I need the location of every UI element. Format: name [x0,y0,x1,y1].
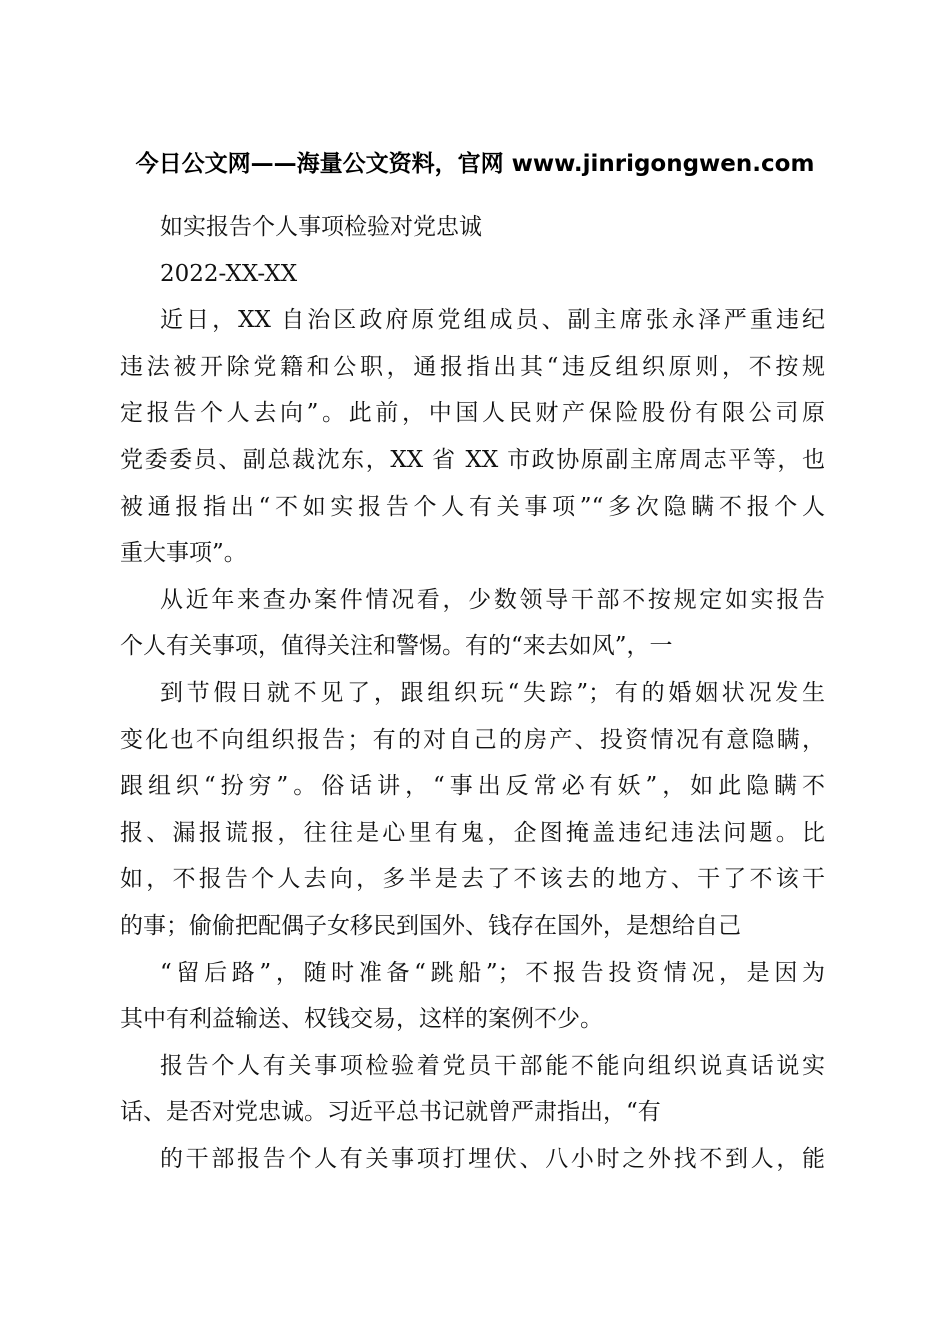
article-date: 2022-XX-XX [160,260,298,287]
paragraph-line: 话、是否对党忠诚。习近平总书记就曾严肃指出，“有 [120,1099,661,1126]
paragraph-line: 的干部报告个人有关事项打埋伏、八小时之外找不到人，能 [160,1145,825,1172]
paragraph-line: 从近年来查办案件情况看，少数领导干部不按规定如实报告 [160,586,825,613]
paragraph-line: 近日，XX 自治区政府原党组成员、副主席张永泽严重违纪 [160,307,825,334]
paragraph-line: 重大事项”。 [120,540,247,567]
paragraph-line: 变化也不向组织报告；有的对自己的房产、投资情况有意隐瞒， [120,726,825,753]
paragraph-line: 被通报指出“不如实报告个人有关事项”“多次隐瞒不报个人 [120,493,825,520]
paragraph-line: 跟组织“扮穷”。俗话讲，“事出反常必有妖”，如此隐瞒不 [120,773,825,800]
paragraph-line: 个人有关事项，值得关注和警惕。有的“来去如风”，一 [120,633,673,660]
article-body [120,204,825,1182]
paragraph-line: 报、漏报谎报，往往是心里有鬼，企图掩盖违纪违法问题。比 [120,819,825,846]
paragraph-line: 到节假日就不见了，跟组织玩“失踪”；有的婚姻状况发生 [160,679,825,706]
paragraph-line: 如，不报告个人去向，多半是去了不该去的地方、干了不该干 [120,866,825,893]
paragraph-line: 党委委员、副总裁沈东，XX 省 XX 市政协原副主席周志平等，也 [120,446,825,473]
paragraph-line: “留后路”，随时准备“跳船”；不报告投资情况，是因为 [160,959,825,986]
paragraph-line: 的事；偷偷把配偶子女移民到国外、钱存在国外，是想给自己 [120,912,741,939]
paragraph-line: 其中有利益输送、权钱交易，这样的案例不少。 [120,1006,603,1033]
paragraph-line: 报告个人有关事项检验着党员干部能不能向组织说真话说实 [160,1052,825,1079]
paragraph-line: 违法被开除党籍和公职，通报指出其“违反组织原则，不按规 [120,353,825,380]
article-title: 如实报告个人事项检验对党忠诚 [160,214,482,240]
paragraph-line: 定报告个人去向”。此前，中国人民财产保险股份有限公司原 [120,400,825,427]
site-header: 今日公文网——海量公文资料，官网 www.jinrigongwen.com [135,151,815,177]
